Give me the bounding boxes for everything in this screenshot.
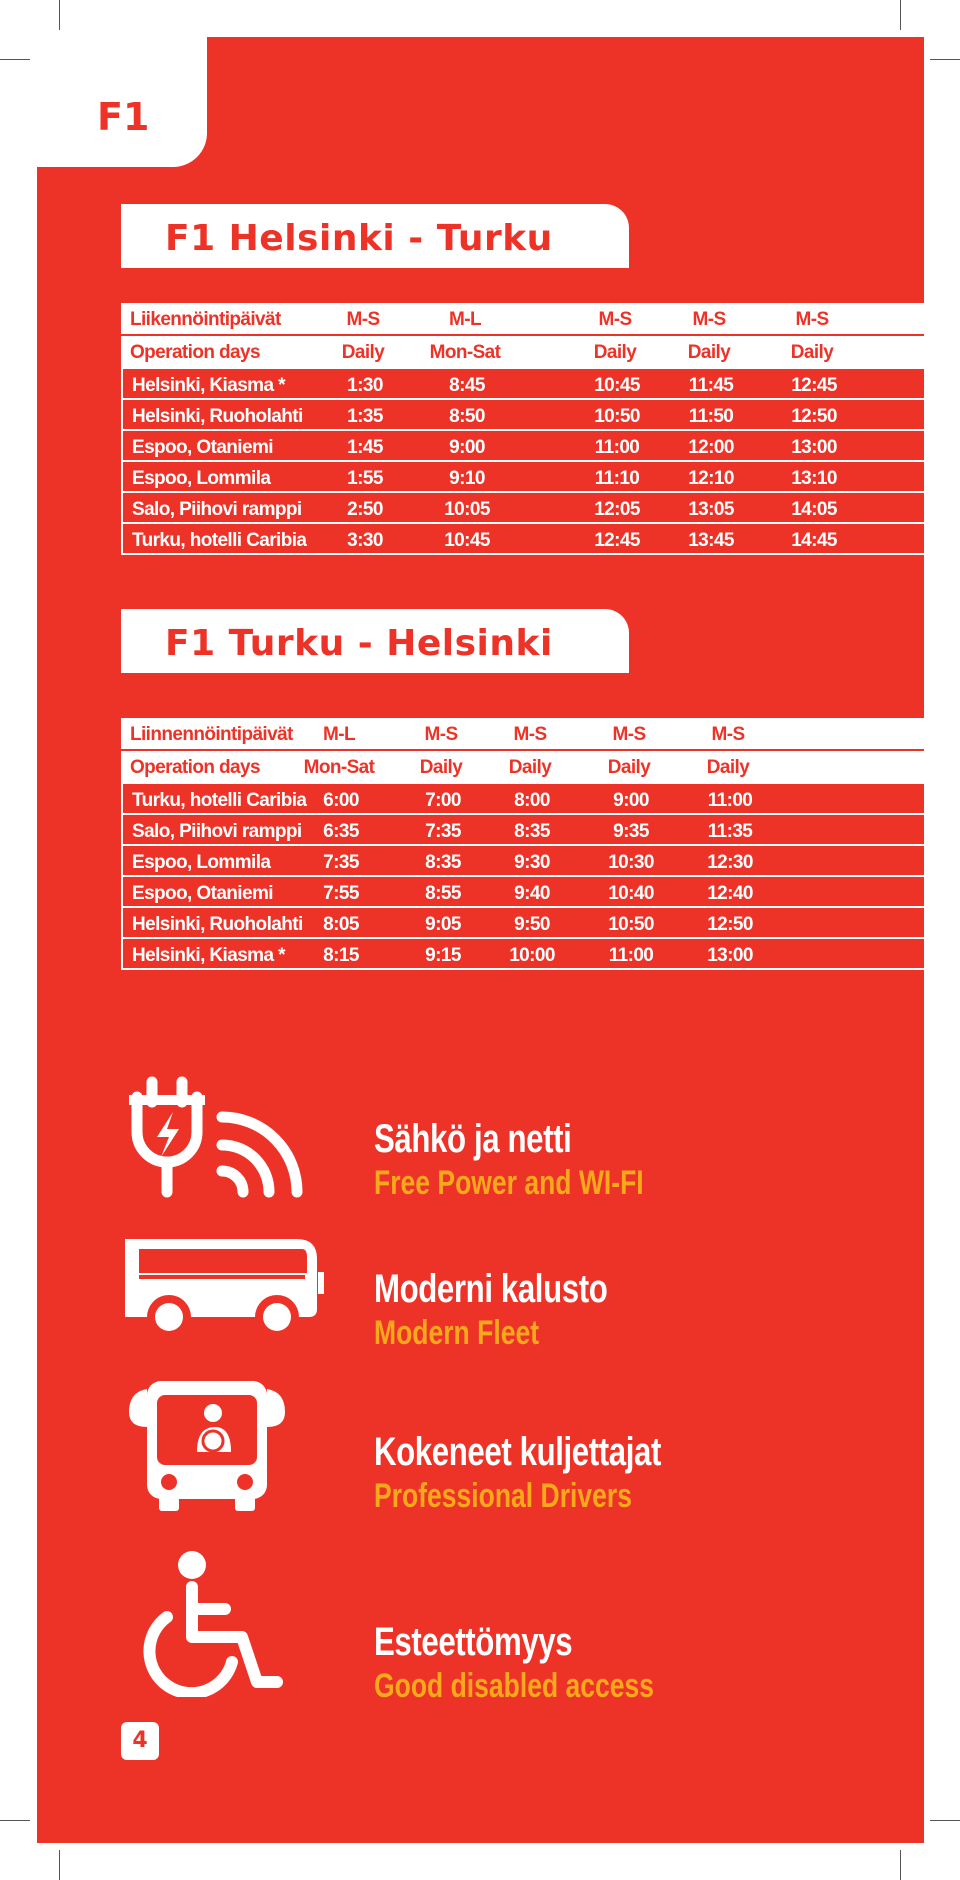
time-cell: 8:55 [425, 883, 461, 904]
time-cell: 12:10 [688, 468, 734, 489]
time-cell: Daily [419, 757, 463, 778]
row-label: Espoo, Otaniemi [132, 883, 273, 904]
crop-mark [0, 59, 30, 60]
time-cell: 13:00 [707, 945, 753, 966]
time-cell: M-S [424, 724, 458, 745]
time-cell: 8:00 [514, 790, 550, 811]
time-cell: 10:30 [608, 852, 654, 873]
time-cell: Daily [687, 342, 731, 363]
time-cell: M-S [711, 724, 745, 745]
header-row-days [121, 718, 924, 751]
section-title-helsinki-turku [121, 204, 629, 268]
time-cell: Daily [508, 757, 552, 778]
table-row [121, 431, 924, 462]
crop-mark [930, 59, 960, 60]
time-cell: 7:35 [323, 852, 359, 873]
time-cell: 8:50 [449, 406, 485, 427]
time-cell: Daily [706, 757, 750, 778]
time-cell: 13:00 [791, 437, 837, 458]
time-cell: 6:00 [323, 790, 359, 811]
time-cell: 11:45 [688, 375, 734, 396]
row-label: Liikennöintipäivät [130, 309, 281, 330]
feature-title: Sähkö ja netti [374, 1117, 572, 1161]
table-row [121, 815, 924, 846]
time-cell: 7:55 [323, 883, 359, 904]
time-cell: 10:40 [608, 883, 654, 904]
row-label: Operation days [130, 757, 260, 778]
table-row [121, 877, 924, 908]
header-row-days [121, 303, 924, 336]
feature-professional-drivers [37, 1367, 924, 1517]
time-cell: M-L [449, 309, 481, 330]
bus-side-icon [117, 1217, 327, 1367]
time-cell: 11:35 [707, 821, 753, 842]
time-cell: 8:35 [514, 821, 550, 842]
crop-mark [59, 0, 60, 30]
time-cell: 12:50 [791, 406, 837, 427]
time-cell: 10:00 [509, 945, 555, 966]
time-cell: 12:30 [707, 852, 753, 873]
row-label: Helsinki, Ruoholahti [132, 914, 303, 935]
time-cell: M-L [323, 724, 355, 745]
crop-mark [900, 0, 901, 30]
time-cell: 11:00 [594, 437, 640, 458]
section-title-turku-helsinki [121, 609, 629, 673]
time-cell: 12:45 [791, 375, 837, 396]
time-cell: 12:45 [594, 530, 640, 551]
time-cell: 11:50 [688, 406, 734, 427]
time-cell: 1:30 [347, 375, 383, 396]
row-label: Salo, Piihovi ramppi [132, 499, 302, 520]
section-title-text: F1 Turku - Helsinki [165, 623, 553, 664]
time-cell: 9:10 [449, 468, 485, 489]
feature-title: Kokeneet kuljettajat [374, 1430, 661, 1474]
time-cell: 12:00 [688, 437, 734, 458]
time-cell: 13:10 [791, 468, 837, 489]
row-label: Salo, Piihovi ramppi [132, 821, 302, 842]
row-label: Turku, hotelli Caribia [132, 530, 307, 551]
time-cell: M-S [346, 309, 380, 330]
header-row-operation [121, 336, 924, 369]
feature-subtitle: Modern Fleet [374, 1314, 540, 1352]
time-cell: 8:45 [449, 375, 485, 396]
row-label: Espoo, Lommila [132, 852, 271, 873]
time-cell: 1:55 [347, 468, 383, 489]
row-label: Helsinki, Ruoholahti [132, 406, 303, 427]
power-wifi-icon [117, 1067, 327, 1217]
time-cell: Daily [593, 342, 637, 363]
feature-title: Moderni kalusto [374, 1267, 608, 1311]
time-cell: 8:05 [323, 914, 359, 935]
table-row [121, 369, 924, 400]
time-cell: 1:35 [347, 406, 383, 427]
time-cell: 13:05 [688, 499, 734, 520]
row-label: Operation days [130, 342, 260, 363]
time-cell: 9:15 [425, 945, 461, 966]
time-cell: 10:45 [594, 375, 640, 396]
route-tab-label: F1 [97, 95, 150, 139]
table-row [121, 846, 924, 877]
time-cell: Daily [607, 757, 651, 778]
feature-disabled-access [37, 1547, 924, 1705]
time-cell: 14:45 [791, 530, 837, 551]
time-cell: 14:05 [791, 499, 837, 520]
time-cell: Mon-Sat [303, 757, 375, 778]
time-cell: 9:40 [514, 883, 550, 904]
page-number: 4 [121, 1722, 159, 1760]
feature-power-wifi [37, 1067, 924, 1217]
time-cell: 1:45 [347, 437, 383, 458]
time-cell: 11:00 [707, 790, 753, 811]
table-row [121, 908, 924, 939]
header-row-operation [121, 751, 924, 784]
table-row [121, 462, 924, 493]
time-cell: M-S [795, 309, 829, 330]
feature-subtitle: Good disabled access [374, 1667, 655, 1705]
timetable-turku-helsinki [121, 718, 924, 970]
time-cell: M-S [513, 724, 547, 745]
time-cell: 9:05 [425, 914, 461, 935]
time-cell: 9:30 [514, 852, 550, 873]
time-cell: 10:45 [444, 530, 490, 551]
bus-driver-icon [117, 1367, 327, 1517]
row-label: Liinnennöintipäivät [130, 724, 293, 745]
row-label: Espoo, Lommila [132, 468, 271, 489]
row-label: Turku, hotelli Caribia [132, 790, 307, 811]
feature-title: Esteettömyys [374, 1620, 573, 1664]
table-row [121, 493, 924, 524]
table-row [121, 784, 924, 815]
time-cell: 9:35 [613, 821, 649, 842]
table-row [121, 939, 924, 970]
brochure-page [37, 37, 924, 1843]
feature-modern-fleet [37, 1217, 924, 1367]
row-label: Helsinki, Kiasma * [132, 375, 285, 396]
row-label: Espoo, Otaniemi [132, 437, 273, 458]
time-cell: 12:50 [707, 914, 753, 935]
time-cell: Daily [790, 342, 834, 363]
crop-mark [930, 1820, 960, 1821]
time-cell: 3:30 [347, 530, 383, 551]
time-cell: M-S [692, 309, 726, 330]
time-cell: 9:00 [449, 437, 485, 458]
time-cell: 6:35 [323, 821, 359, 842]
time-cell: 13:45 [688, 530, 734, 551]
feature-subtitle: Professional Drivers [374, 1477, 632, 1515]
time-cell: Mon-Sat [429, 342, 501, 363]
time-cell: 10:50 [594, 406, 640, 427]
time-cell: 10:05 [444, 499, 490, 520]
time-cell: 8:15 [323, 945, 359, 966]
time-cell: 10:50 [608, 914, 654, 935]
time-cell: M-S [598, 309, 632, 330]
wheelchair-icon [117, 1547, 327, 1697]
time-cell: 11:00 [608, 945, 654, 966]
crop-mark [0, 1820, 30, 1821]
section-title-text: F1 Helsinki - Turku [165, 218, 553, 259]
table-row [121, 400, 924, 431]
time-cell: 9:50 [514, 914, 550, 935]
time-cell: M-S [612, 724, 646, 745]
time-cell: 7:35 [425, 821, 461, 842]
table-row [121, 524, 924, 555]
time-cell: 2:50 [347, 499, 383, 520]
crop-mark [900, 1850, 901, 1880]
time-cell: 7:00 [425, 790, 461, 811]
route-tab [37, 37, 207, 167]
time-cell: 9:00 [613, 790, 649, 811]
time-cell: 8:35 [425, 852, 461, 873]
feature-subtitle: Free Power and WI-FI [374, 1164, 644, 1202]
row-label: Helsinki, Kiasma * [132, 945, 285, 966]
crop-mark [59, 1850, 60, 1880]
time-cell: 12:05 [594, 499, 640, 520]
timetable-helsinki-turku [121, 303, 924, 555]
time-cell: 12:40 [707, 883, 753, 904]
time-cell: Daily [341, 342, 385, 363]
time-cell: 11:10 [594, 468, 640, 489]
